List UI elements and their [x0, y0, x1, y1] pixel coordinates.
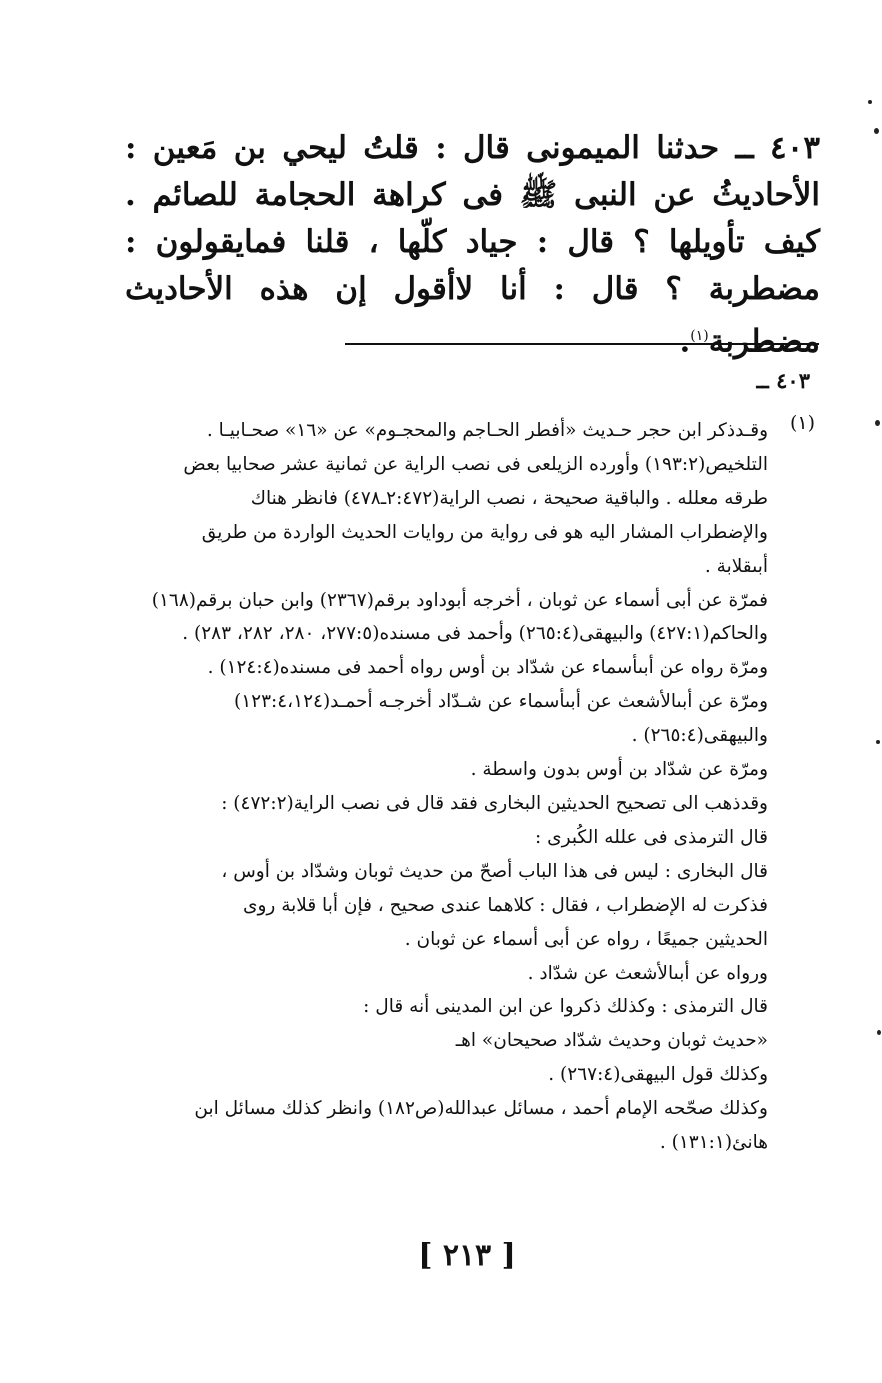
footnote-line: وكذلك قول البيهقى(٢٦٧:٤) . [548, 1064, 768, 1086]
footnote-line: فمرّة عن أبى أسماء عن ثوبان ، أخرجه أبوداود برقم(٢٣٦٧) وابن حبان برقم(١٦٨) [151, 589, 768, 611]
scan-speck [868, 100, 872, 104]
scan-speck [874, 128, 879, 134]
footnote-line: والبيهقى(٢٦٥:٤) . [631, 725, 768, 747]
footnote-line: الحديثين جميعًا ، رواه عن أبى أسماء عن ثوبان . [404, 928, 768, 950]
footnote-reference: (١) [690, 328, 709, 344]
footnote-line: التلخيص(١٩٣:٢) وأورده الزيلعى فى نصب الراية عن ثمانية عشر صحابيا بعض [183, 453, 768, 475]
footnote-line: قال الترمذى : وكذلك ذكروا عن ابن المدينى أنه قال : [363, 996, 768, 1018]
footnote-line: ورواه عن أبىالأشعث عن شدّاد . [527, 962, 768, 984]
footnote-line: والإضطراب المشار اليه هو فى رواية من روايات الحديث الواردة من طريق [201, 521, 768, 543]
footnote-line: فذكرت له الإضطراب ، فقال : كلاهما عندى صحيح ، فإن أبا قلابة روى [243, 894, 768, 916]
footnote-line: قال البخارى : ليس فى هذا الباب أصحّ من حديث ثوبان وشدّاد بن أوس ، [221, 860, 768, 882]
footnote-line: وكذلك صحّحه الإمام أحمد ، مسائل عبدالله(ص١٨٢) وانظر كذلك مسائل ابن [194, 1098, 768, 1120]
footnote-line: قال الترمذى فى علله الكُبرى : [535, 826, 768, 848]
page-number: [ ٢١٣ ] [418, 1238, 516, 1273]
footnote-body [136, 414, 768, 1160]
hadith-number: ٤٠٣ [770, 130, 820, 166]
footnote-line: ومرّة عن شدّاد بن أوس بدون واسطة . [470, 759, 768, 781]
scan-speck [877, 1030, 881, 1035]
hadith-end: . [679, 323, 691, 360]
footnote-line: ومرّة رواه عن أبىأسماء عن شدّاد بن أوس رواه أحمد فى مسنده(١٢٤:٤) . [207, 657, 768, 679]
footnote-line: وقـدذكر ابن حجر حـديث «أفطر الحـاجم والمحجـوم» عن «١٦» صحـابيـا . [206, 420, 768, 441]
hadith-text [125, 125, 820, 365]
footnote-line: أبىقلابة . [704, 555, 768, 577]
footnote-line: «حديث ثوبان وحديث شدّاد صحيحان» اهـ [455, 1030, 768, 1052]
footnote-line: ومرّة عن أبىالأشعث عن أبىأسماء عن شـدّاد أخرجـه أحمـد(١٢٣:٤،١٢٤) [233, 691, 768, 713]
footnote-header: ٤٠٣ ــ [756, 368, 810, 393]
scan-speck [875, 420, 880, 426]
footnote-line: والحاكم(٤٢٧:١) والبيهقى(٢٦٥:٤) وأحمد فى مسنده(٢٧٧:٥، ٢٨٠، ٢٨٢، ٢٨٣) . [182, 623, 768, 645]
footnote-separator [345, 343, 819, 345]
scan-speck [876, 740, 880, 744]
footnote-line: وقدذهب الى تصحيح الحديثين البخارى فقد قال فى نصب الراية(٤٧٢:٢) : [221, 792, 768, 814]
footnote-line: طرقه معلله . والباقية صحيحة ، نصب الراية(٢:٤٧٢ـ٤٧٨) فانظر هناك [250, 487, 768, 509]
hadith-body: ــ حدثنا الميمونى قال : قلتُ ليحي بن مَعين : الأحاديثُ عن النبى ﷺ فى كراهة الحجامة للصائم . كيف تأويلها ؟ قال : جياد كلّها ، قلنا فمايقولون : مضطربة ؟ قال : أنا لاأقول إن هذه الأحاديث مضطربة [125, 130, 820, 360]
footnote-line: هانئ(١٣١:١) . [659, 1132, 768, 1154]
footnote-marker: (١) [789, 412, 815, 434]
